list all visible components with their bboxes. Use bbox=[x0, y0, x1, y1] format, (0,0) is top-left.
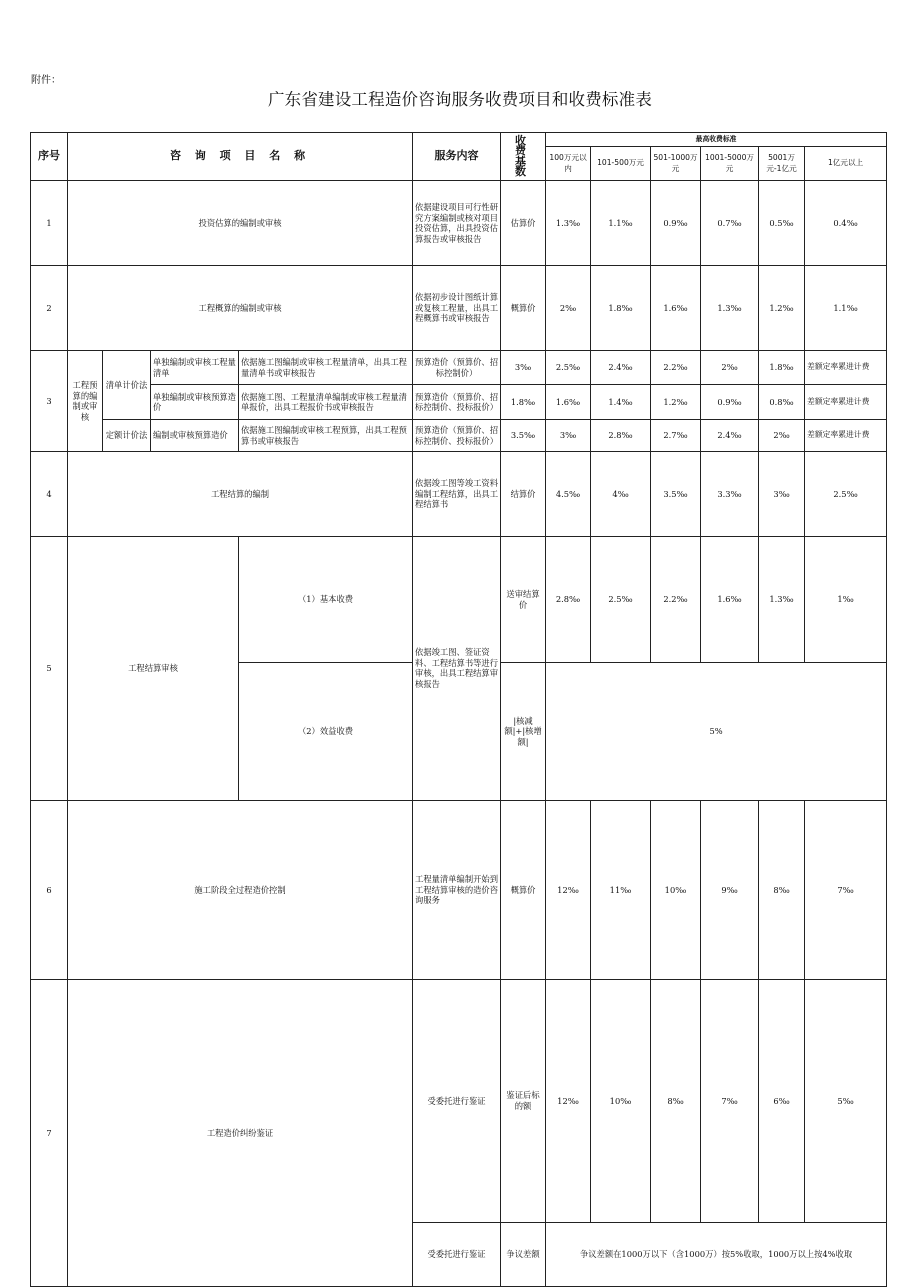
rate-cell: 12‰ bbox=[546, 980, 591, 1223]
bracket-cell: 101-500万元 bbox=[591, 147, 651, 181]
service-content: 依据建设项目可行性研究方案编制或核对项目投资估算，出具投资估算报告或审核报告 bbox=[413, 181, 501, 266]
bill-pricing-method: 清单计价法 bbox=[103, 351, 151, 420]
service-content: 依据初步设计图纸计算或复核工程量，出具工程概算书或审核报告 bbox=[413, 266, 501, 351]
remark-cell: 差额定率累进计费 bbox=[805, 420, 887, 452]
rate-cell: 0.8‰ bbox=[759, 385, 805, 420]
rate-cell: 10‰ bbox=[651, 800, 701, 980]
row-seq: 6 bbox=[31, 800, 68, 980]
table-row bbox=[31, 452, 887, 537]
bracket-cell: 5001万元-1亿元 bbox=[759, 147, 805, 181]
rate-cell: 0.4‰ bbox=[805, 181, 887, 266]
header-max-rate: 最高收费标准 bbox=[546, 133, 887, 147]
item-name: 编制或审核预算造价 bbox=[151, 420, 239, 452]
rate-cell: 2.8‰ bbox=[591, 420, 651, 452]
rate-cell: 1.6‰ bbox=[546, 385, 591, 420]
service-content: 受委托进行鉴证 bbox=[413, 1222, 501, 1286]
page-title: 广东省建设工程造价咨询服务收费项目和收费标准表 bbox=[267, 90, 653, 109]
rate-cell: 1‰ bbox=[805, 537, 887, 663]
rate-cell: 1.2‰ bbox=[759, 266, 805, 351]
table-row bbox=[31, 980, 887, 1223]
rate-cell: 3‰ bbox=[546, 420, 591, 452]
rate-cell: 8‰ bbox=[759, 800, 805, 980]
table-row bbox=[31, 351, 887, 385]
rate-cell: 1.8‰ bbox=[591, 266, 651, 351]
rate-cell: 0.9‰ bbox=[701, 385, 759, 420]
rate-cell: 3‰ bbox=[759, 452, 805, 537]
rate-cell: 11‰ bbox=[591, 800, 651, 980]
fee-basis: 概算价 bbox=[501, 800, 546, 980]
service-content: 依据竣工图等竣工资料编制工程结算，出具工程结算书 bbox=[413, 452, 501, 537]
rate-cell: 1.8‰ bbox=[501, 385, 546, 420]
table-row bbox=[31, 537, 887, 663]
header-item-name: 咨 询 项 目 名 称 bbox=[68, 133, 413, 181]
rate-cell: 1.8‰ bbox=[759, 351, 805, 385]
rate-cell: 1.1‰ bbox=[591, 181, 651, 266]
rate-cell: 2.2‰ bbox=[651, 351, 701, 385]
item-name: 工程结算的编制 bbox=[68, 452, 413, 537]
bracket-cell: 1亿元以上 bbox=[805, 147, 887, 181]
service-content: 工程量清单编制开始到工程结算审核的造价咨询服务 bbox=[413, 800, 501, 980]
rate-cell: 1.6‰ bbox=[651, 266, 701, 351]
table-row bbox=[31, 800, 887, 980]
service-content: 依据施工图编制或审核工程预算，出具工程预算书或审核报告 bbox=[239, 420, 413, 452]
item-name: 工程概算的编制或审核 bbox=[68, 266, 413, 351]
service-content: 依据施工图、工程量清单编制或审核工程量清单报价，出具工程报价书或审核报告 bbox=[239, 385, 413, 420]
table-row bbox=[31, 420, 887, 452]
rate-cell: 1.4‰ bbox=[591, 385, 651, 420]
rate-cell: 7‰ bbox=[701, 980, 759, 1223]
fee-basis: 估算价 bbox=[501, 181, 546, 266]
rate-cell: 7‰ bbox=[805, 800, 887, 980]
item-name: 工程结算审核 bbox=[68, 537, 239, 801]
rate-cell: 1.2‰ bbox=[651, 385, 701, 420]
rate-cell: 1.3‰ bbox=[546, 181, 591, 266]
rate-cell: 2.2‰ bbox=[651, 537, 701, 663]
rate-cell: 2.4‰ bbox=[591, 351, 651, 385]
rate-cell: 2.5‰ bbox=[591, 537, 651, 663]
bracket-cell: 100万元以内 bbox=[546, 147, 591, 181]
budget-group-label: 工程预算的编制或审核 bbox=[68, 351, 103, 452]
rate-cell: 4‰ bbox=[591, 452, 651, 537]
header-seq: 序号 bbox=[31, 133, 68, 181]
fee-basis: 预算造价（预算价、招标控制价、投标报价） bbox=[413, 385, 501, 420]
rate-cell: 0.7‰ bbox=[701, 181, 759, 266]
rate-cell: 争议差额在1000万以下（含1000万）按5%收取，1000万以上按4%收取 bbox=[546, 1222, 887, 1286]
rate-cell: 9‰ bbox=[701, 800, 759, 980]
rate-cell: 3.5‰ bbox=[651, 452, 701, 537]
fee-basis: |核减额|+|核增额| bbox=[501, 663, 546, 800]
header-row bbox=[31, 133, 887, 147]
row-seq: 4 bbox=[31, 452, 68, 537]
rate-cell: 2.4‰ bbox=[701, 420, 759, 452]
rate-cell: 2‰ bbox=[701, 351, 759, 385]
remark-cell: 差额定率累进计费 bbox=[805, 351, 887, 385]
row-seq: 3 bbox=[31, 351, 68, 452]
service-content: 依据施工图编制或审核工程量清单，出具工程量清单书或审核报告 bbox=[239, 351, 413, 385]
fee-basis: 概算价 bbox=[501, 266, 546, 351]
fee-basis: 预算造价（预算价、招标控制价） bbox=[413, 351, 501, 385]
rate-cell: 2.8‰ bbox=[546, 537, 591, 663]
rate-cell: 5‰ bbox=[805, 980, 887, 1223]
fee-basis: 鉴证后标的额 bbox=[501, 980, 546, 1223]
row-seq: 7 bbox=[31, 980, 68, 1287]
item-name: 投资估算的编制或审核 bbox=[68, 181, 413, 266]
table-row bbox=[31, 266, 887, 351]
sub-item-basic-fee: （1）基本收费 bbox=[239, 537, 413, 663]
rate-cell: 3‰ bbox=[501, 351, 546, 385]
rate-cell: 1.3‰ bbox=[759, 537, 805, 663]
rate-cell: 3.3‰ bbox=[701, 452, 759, 537]
rate-cell: 2.5‰ bbox=[805, 452, 887, 537]
attachment-label: 附件： bbox=[31, 75, 61, 86]
table-row bbox=[31, 385, 887, 420]
fee-basis: 预算造价（预算价、招标控制价、投标报价） bbox=[413, 420, 501, 452]
header-service: 服务内容 bbox=[413, 133, 501, 181]
rate-cell: 10‰ bbox=[591, 980, 651, 1223]
item-name: 单独编制或审核预算造价 bbox=[151, 385, 239, 420]
rate-cell: 0.9‰ bbox=[651, 181, 701, 266]
fee-standard-table bbox=[30, 132, 887, 1287]
rate-cell: 6‰ bbox=[759, 980, 805, 1223]
item-name: 施工阶段全过程造价控制 bbox=[68, 800, 413, 980]
rate-cell: 4.5‰ bbox=[546, 452, 591, 537]
fee-basis: 争议差额 bbox=[501, 1222, 546, 1286]
bracket-cell: 1001-5000万元 bbox=[701, 147, 759, 181]
sub-item-benefit-fee: （2）效益收费 bbox=[239, 663, 413, 800]
rate-cell: 2‰ bbox=[546, 266, 591, 351]
rate-cell: 1.1‰ bbox=[805, 266, 887, 351]
rate-cell: 12‰ bbox=[546, 800, 591, 980]
item-name: 工程造价纠纷鉴证 bbox=[68, 980, 413, 1287]
fee-basis: 结算价 bbox=[501, 452, 546, 537]
row-seq: 1 bbox=[31, 181, 68, 266]
rate-cell: 1.3‰ bbox=[701, 266, 759, 351]
service-content: 受委托进行鉴证 bbox=[413, 980, 501, 1223]
bracket-cell: 501-1000万元 bbox=[651, 147, 701, 181]
rate-cell: 0.5‰ bbox=[759, 181, 805, 266]
rate-cell: 3.5‰ bbox=[501, 420, 546, 452]
row-seq: 5 bbox=[31, 537, 68, 801]
rate-cell: 1.6‰ bbox=[701, 537, 759, 663]
rate-cell: 8‰ bbox=[651, 980, 701, 1223]
remark-cell: 差额定率累进计费 bbox=[805, 385, 887, 420]
rate-cell: 2.7‰ bbox=[651, 420, 701, 452]
rate-cell: 2.5‰ bbox=[546, 351, 591, 385]
rate-cell: 5% bbox=[546, 663, 887, 800]
row-seq: 2 bbox=[31, 266, 68, 351]
rate-cell: 2‰ bbox=[759, 420, 805, 452]
table-row bbox=[31, 181, 887, 266]
fee-basis: 送审结算价 bbox=[501, 537, 546, 663]
service-content: 依据竣工图、签证资料、工程结算书等进行审核，出具工程结算审核报告 bbox=[413, 537, 501, 801]
quota-pricing-method: 定额计价法 bbox=[103, 420, 151, 452]
item-name: 单独编制或审核工程量清单 bbox=[151, 351, 239, 385]
header-basis: 收 费 基 数 bbox=[501, 133, 546, 181]
